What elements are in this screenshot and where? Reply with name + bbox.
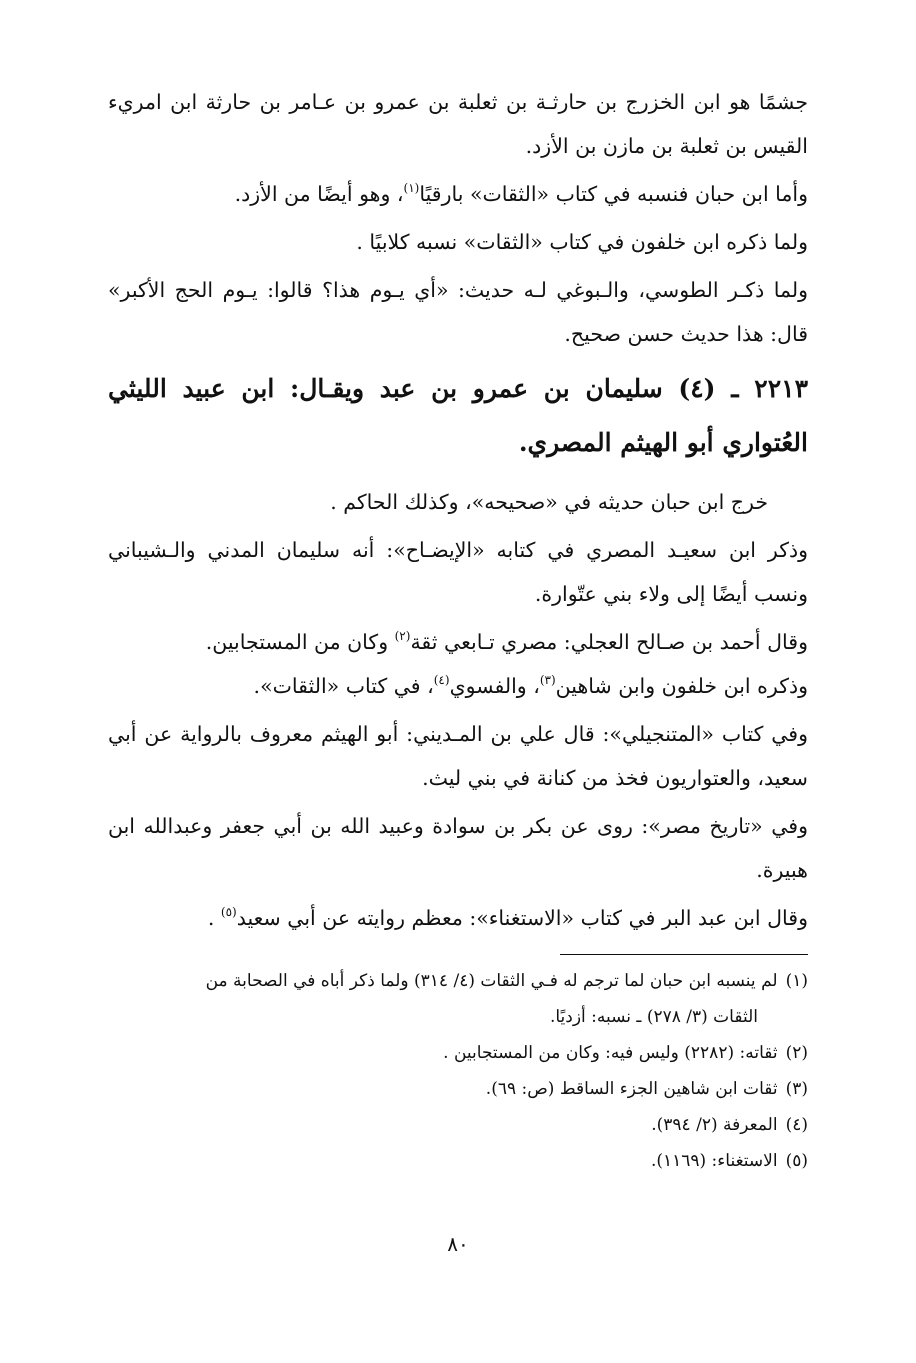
paragraph (108, 80, 808, 168)
paragraph-text: خرج ابن حبان حديثه في «صحيحه»، وكذلك الحاكم . (330, 490, 768, 514)
paragraph-text: وكان من المستجابين. (205, 630, 395, 654)
footnote-text: ثقات ابن شاهين الجزء الساقط (ص: ٦٩). (485, 1079, 778, 1099)
footnote (108, 1107, 808, 1143)
footnote-ref[interactable]: (١) (403, 181, 420, 195)
footnote (108, 1035, 808, 1071)
footnote-text: المعرفة (٢/ ٣٩٤). (651, 1115, 778, 1135)
paragraph-text: وذكر ابن سعيـد المصري في كتابه «الإيضـاح»: أنه سليمان المدني والـشيباني ونسب أيضًا إلى ولاء بني عتّوارة. (108, 538, 808, 606)
footnote-divider (560, 954, 808, 955)
footnote (108, 963, 808, 1035)
footnote (108, 1143, 808, 1179)
paragraph (108, 220, 808, 264)
paragraph (108, 804, 808, 892)
footnote (108, 1071, 808, 1107)
paragraph-text: وقال أحمد بن صـالح العجلي: مصري تـابعي ثقة (410, 630, 808, 654)
footnote-text: الثقات (٣/ ٢٧٨) ـ نسبه: أزديًا. (549, 1007, 758, 1027)
footnote-number: (٢) (785, 1043, 808, 1063)
footnote-number: (٣) (785, 1079, 808, 1099)
page-number: ٨٠ (447, 1232, 469, 1256)
paragraph-text: . (207, 906, 221, 930)
footnote-ref[interactable]: (٢) (394, 629, 411, 643)
page-body (108, 80, 808, 1179)
footnote-text: ثقاته: (٢٢٨٢) وليس فيه: وكان من المستجابين . (443, 1043, 778, 1063)
footnote-ref[interactable]: (٤) (433, 673, 450, 687)
footnote-number: (١) (785, 971, 808, 991)
paragraph-text: ، في كتاب «الثقات». (253, 674, 434, 698)
paragraph (108, 528, 808, 616)
paragraph-text: ، وهو أيضًا من الأزد. (234, 182, 404, 206)
footnote-ref[interactable]: (٥) (220, 905, 237, 919)
paragraph (108, 480, 808, 524)
footnote-text: الاستغناء: (١١٦٩). (650, 1151, 778, 1171)
paragraph (108, 896, 808, 940)
paragraph (108, 712, 808, 800)
paragraph (108, 664, 808, 708)
footnote-number: (٥) (785, 1151, 808, 1171)
paragraph-text: جشمًا هو ابن الخزرج بن حارثـة بن ثعلبة بن عمرو بن عـامر بن حارثة ابن امريء القيس بن ثعلبة بن مازن بن الأزد. (108, 90, 808, 158)
paragraph-text: وأما ابن حبان فنسبه في كتاب «الثقات» بارقيًا (419, 182, 808, 206)
paragraph (108, 268, 808, 356)
paragraph (108, 172, 808, 216)
paragraph-text: وفي كتاب «المتنجيلي»: قال علي بن المـديني: أبو الهيثم معروف بالرواية عن أبي سعيد، والعتواريون فخذ من كنانة في بني ليث. (108, 722, 808, 790)
footnote-ref[interactable]: (٣) (539, 673, 556, 687)
paragraph (108, 620, 808, 664)
footnote-number: (٤) (785, 1115, 808, 1135)
footnote-text: لم ينسبه ابن حبان لما ترجم له فـي الثقات (٤/ ٣١٤) ولما ذكر أباه في الصحابة من (205, 971, 778, 991)
paragraph-text: وذكره ابن خلفون وابن شاهين (555, 674, 808, 698)
paragraph-text: ، والفسوي (449, 674, 540, 698)
paragraph-text: وفي «تاريخ مصر»: روى عن بكر بن سوادة وعبيد الله بن أبي جعفر وعبدالله ابن هبيرة. (108, 814, 808, 882)
footnotes (108, 963, 808, 1179)
paragraph-text: ولما ذكـر الطوسي، والـبوغي لـه حديث: «أي يـوم هذا؟ قالوا: يـوم الحج الأكبر» قال: هذا حديث حسن صحيح. (108, 278, 808, 346)
entry-heading: ٢٢١٣ ـ (٤) سليمان بن عمرو بن عبد ويقـال: ابن عبيد الليثي العُتواري أبو الهيثم المصري. (108, 374, 809, 457)
paragraph-text: وقال ابن عبد البر في كتاب «الاستغناء»: معظم روايته عن أبي سعيد (236, 906, 808, 930)
paragraph-text: ولما ذكره ابن خلفون في كتاب «الثقات» نسبه كلابيًا . (356, 230, 808, 254)
